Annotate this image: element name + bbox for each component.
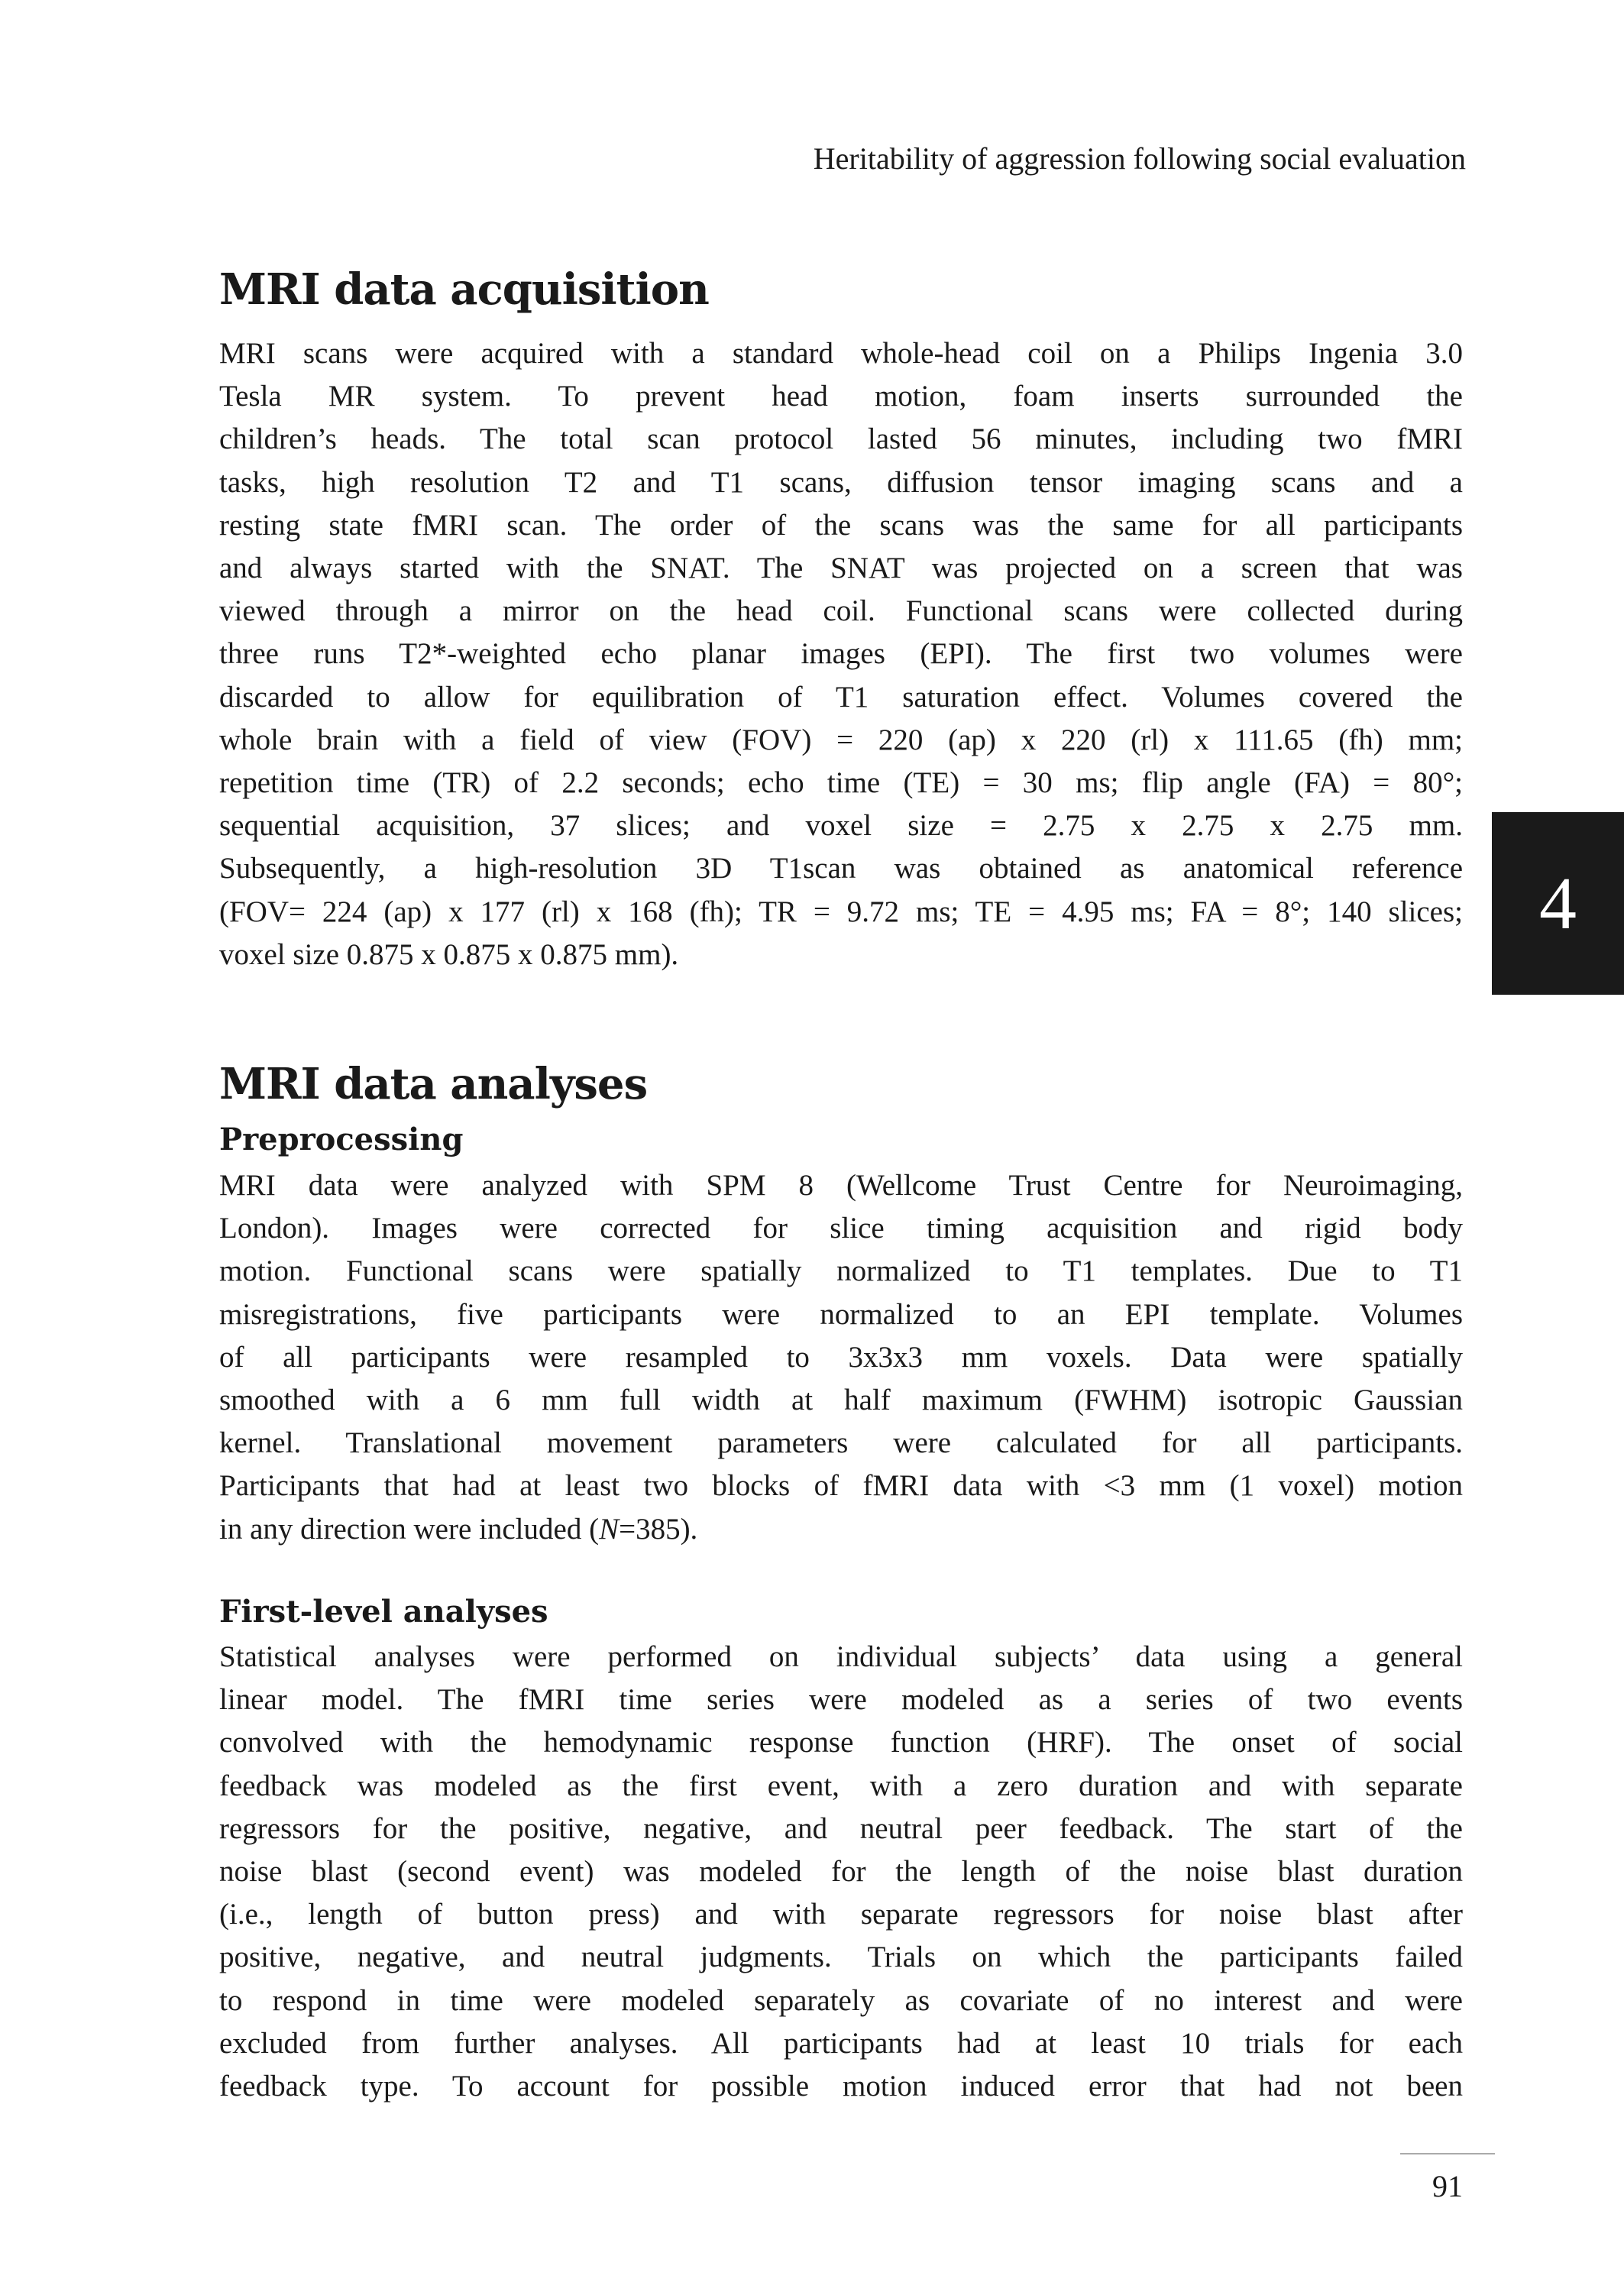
text-line [219,1765,1463,1808]
text-line [219,1207,1463,1250]
text-line [219,1164,1463,1207]
text-line-content: excluded from further analyses. All participants had at least 10 trials for each [219,2026,1463,2060]
text-line-content: feedback was modeled as the first event, with a zero duration and with separate [219,1769,1463,1802]
section-heading-analyses: MRI data analyses [219,1059,648,1109]
text-line-content: regressors for the positive, negative, and neutral peer feedback. The start of the [219,1811,1463,1845]
text-line-content: Participants that had at least two blocks of fMRI data with <3 mm (1 voxel) motion [219,1469,1463,1503]
text-line [219,1250,1463,1293]
text-line [219,418,1463,461]
text-line [219,1980,1463,2022]
text-line-content: discarded to allow for equilibration of T1 saturation effect. Volumes covered the [219,680,1463,714]
text-line [219,1422,1463,1465]
text-line [219,332,1463,375]
text-line-content: Statistical analyses were performed on individual subjects’ data using a general [219,1640,1463,1673]
text-line-content: linear model. The fMRI time series were modeled as a series of two events [219,1683,1463,1717]
text-line-content: smoothed with a 6 mm full width at half maximum (FWHM) isotropic Gaussian [219,1384,1463,1417]
page-number: 91 [1432,2169,1463,2203]
text-line [219,1893,1463,1936]
paragraph-preprocessing [219,1164,1463,1551]
sample-size-value: =385). [619,1512,698,1546]
text-line [219,1508,1463,1551]
text-line [219,719,1463,762]
text-line-content: (i.e., length of button press) and with separate regressors for noise blast after [219,1898,1463,1931]
text-line-content: whole brain with a field of view (FOV) = 220 (ap) x 220 (rl) x 111.65 (fh) mm; [219,723,1463,756]
text-line-content: Subsequently, a high-resolution 3D T1scan was obtained as anatomical reference [219,852,1463,885]
text-line-content: Tesla MR system. To prevent head motion, foam inserts surrounded the [219,380,1463,413]
text-line-content: motion. Functional scans were spatially normalized to T1 templates. Due to T1 [219,1254,1463,1288]
text-line-content: three runs T2*-weighted echo planar images (EPI). The first two volumes were [219,637,1463,671]
text-line-content: kernel. Translational movement parameters were calculated for all participants. [219,1426,1463,1460]
text-line [219,547,1463,590]
text-line-content: convolved with the hemodynamic response function (HRF). The onset of social [219,1726,1463,1759]
text-line [219,847,1463,890]
subheading-first-level: First-level analyses [219,1594,548,1630]
text-line [219,504,1463,547]
text-line-content: viewed through a mirror on the head coil. Functional scans were collected during [219,594,1463,628]
text-line [219,1850,1463,1893]
text-line-content: children’s heads. The total scan protocol lasted 56 minutes, including two fMRI [219,422,1463,456]
text-line [219,590,1463,633]
footer-rule [1400,2153,1495,2154]
text-line [219,1936,1463,1979]
text-line [219,804,1463,847]
paragraph-acquisition [219,332,1463,976]
text-line-content: tasks, high resolution T2 and T1 scans, diffusion tensor imaging scans and a [219,465,1463,499]
text-line-content: misregistrations, five participants were normalized to an EPI template. Volumes [219,1297,1463,1331]
text-line [219,2065,1463,2108]
chapter-tab: 4 [1492,812,1624,995]
sample-size-symbol: N [599,1512,620,1546]
subheading-preprocessing: Preprocessing [219,1122,464,1157]
text-line [219,461,1463,504]
text-line [219,2022,1463,2065]
text-line [219,1293,1463,1336]
text-line-content: London). Images were corrected for slice timing acquisition and rigid body [219,1212,1463,1245]
text-line-content: positive, negative, and neutral judgments. Trials on which the participants failed [219,1941,1463,1974]
text-line [219,633,1463,675]
text-line [219,1336,1463,1379]
text-line [219,676,1463,719]
section-heading-acquisition: MRI data acquisition [219,264,709,315]
text-line-content: voxel size 0.875 x 0.875 x 0.875 mm). [219,937,679,971]
text-line-content: of all participants were resampled to 3x3x3 mm voxels. Data were spatially [219,1340,1463,1374]
text-line [219,934,1463,976]
text-line-content: sequential acquisition, 37 slices; and voxel size = 2.75 x 2.75 x 2.75 mm. [219,809,1463,843]
paragraph-first-level [219,1636,1463,2108]
text-line [219,1465,1463,1507]
text-line-content: repetition time (TR) of 2.2 seconds; echo time (TE) = 30 ms; flip angle (FA) = 80°; [219,766,1463,800]
text-line [219,1808,1463,1850]
text-line-content: and always started with the SNAT. The SNAT was projected on a screen that was [219,552,1463,585]
text-line [219,1679,1463,1721]
text-line [219,762,1463,804]
text-line-content: resting state fMRI scan. The order of the scans was the same for all participants [219,508,1463,542]
text-line [219,1721,1463,1764]
text-line-content: (FOV= 224 (ap) x 177 (rl) x 168 (fh); TR = 9.72 ms; TE = 4.95 ms; FA = 8°; 140 slices; [219,895,1463,928]
text-line-content: in any direction were included ( [219,1512,600,1546]
text-line [219,1379,1463,1422]
text-line [219,891,1463,934]
text-line-content: noise blast (second event) was modeled for the length of the noise blast duration [219,1855,1463,1889]
running-head: Heritability of aggression following social evaluation [813,141,1466,176]
text-line-content: MRI data were analyzed with SPM 8 (Wellcome Trust Centre for Neuroimaging, [219,1169,1463,1202]
text-line-content: feedback type. To account for possible motion induced error that had not been [219,2070,1463,2103]
text-line [219,1636,1463,1679]
text-line [219,375,1463,418]
text-line-content: MRI scans were acquired with a standard whole-head coil on a Philips Ingenia 3.0 [219,337,1463,370]
text-line-content: to respond in time were modeled separately as covariate of no interest and were [219,1983,1463,2017]
